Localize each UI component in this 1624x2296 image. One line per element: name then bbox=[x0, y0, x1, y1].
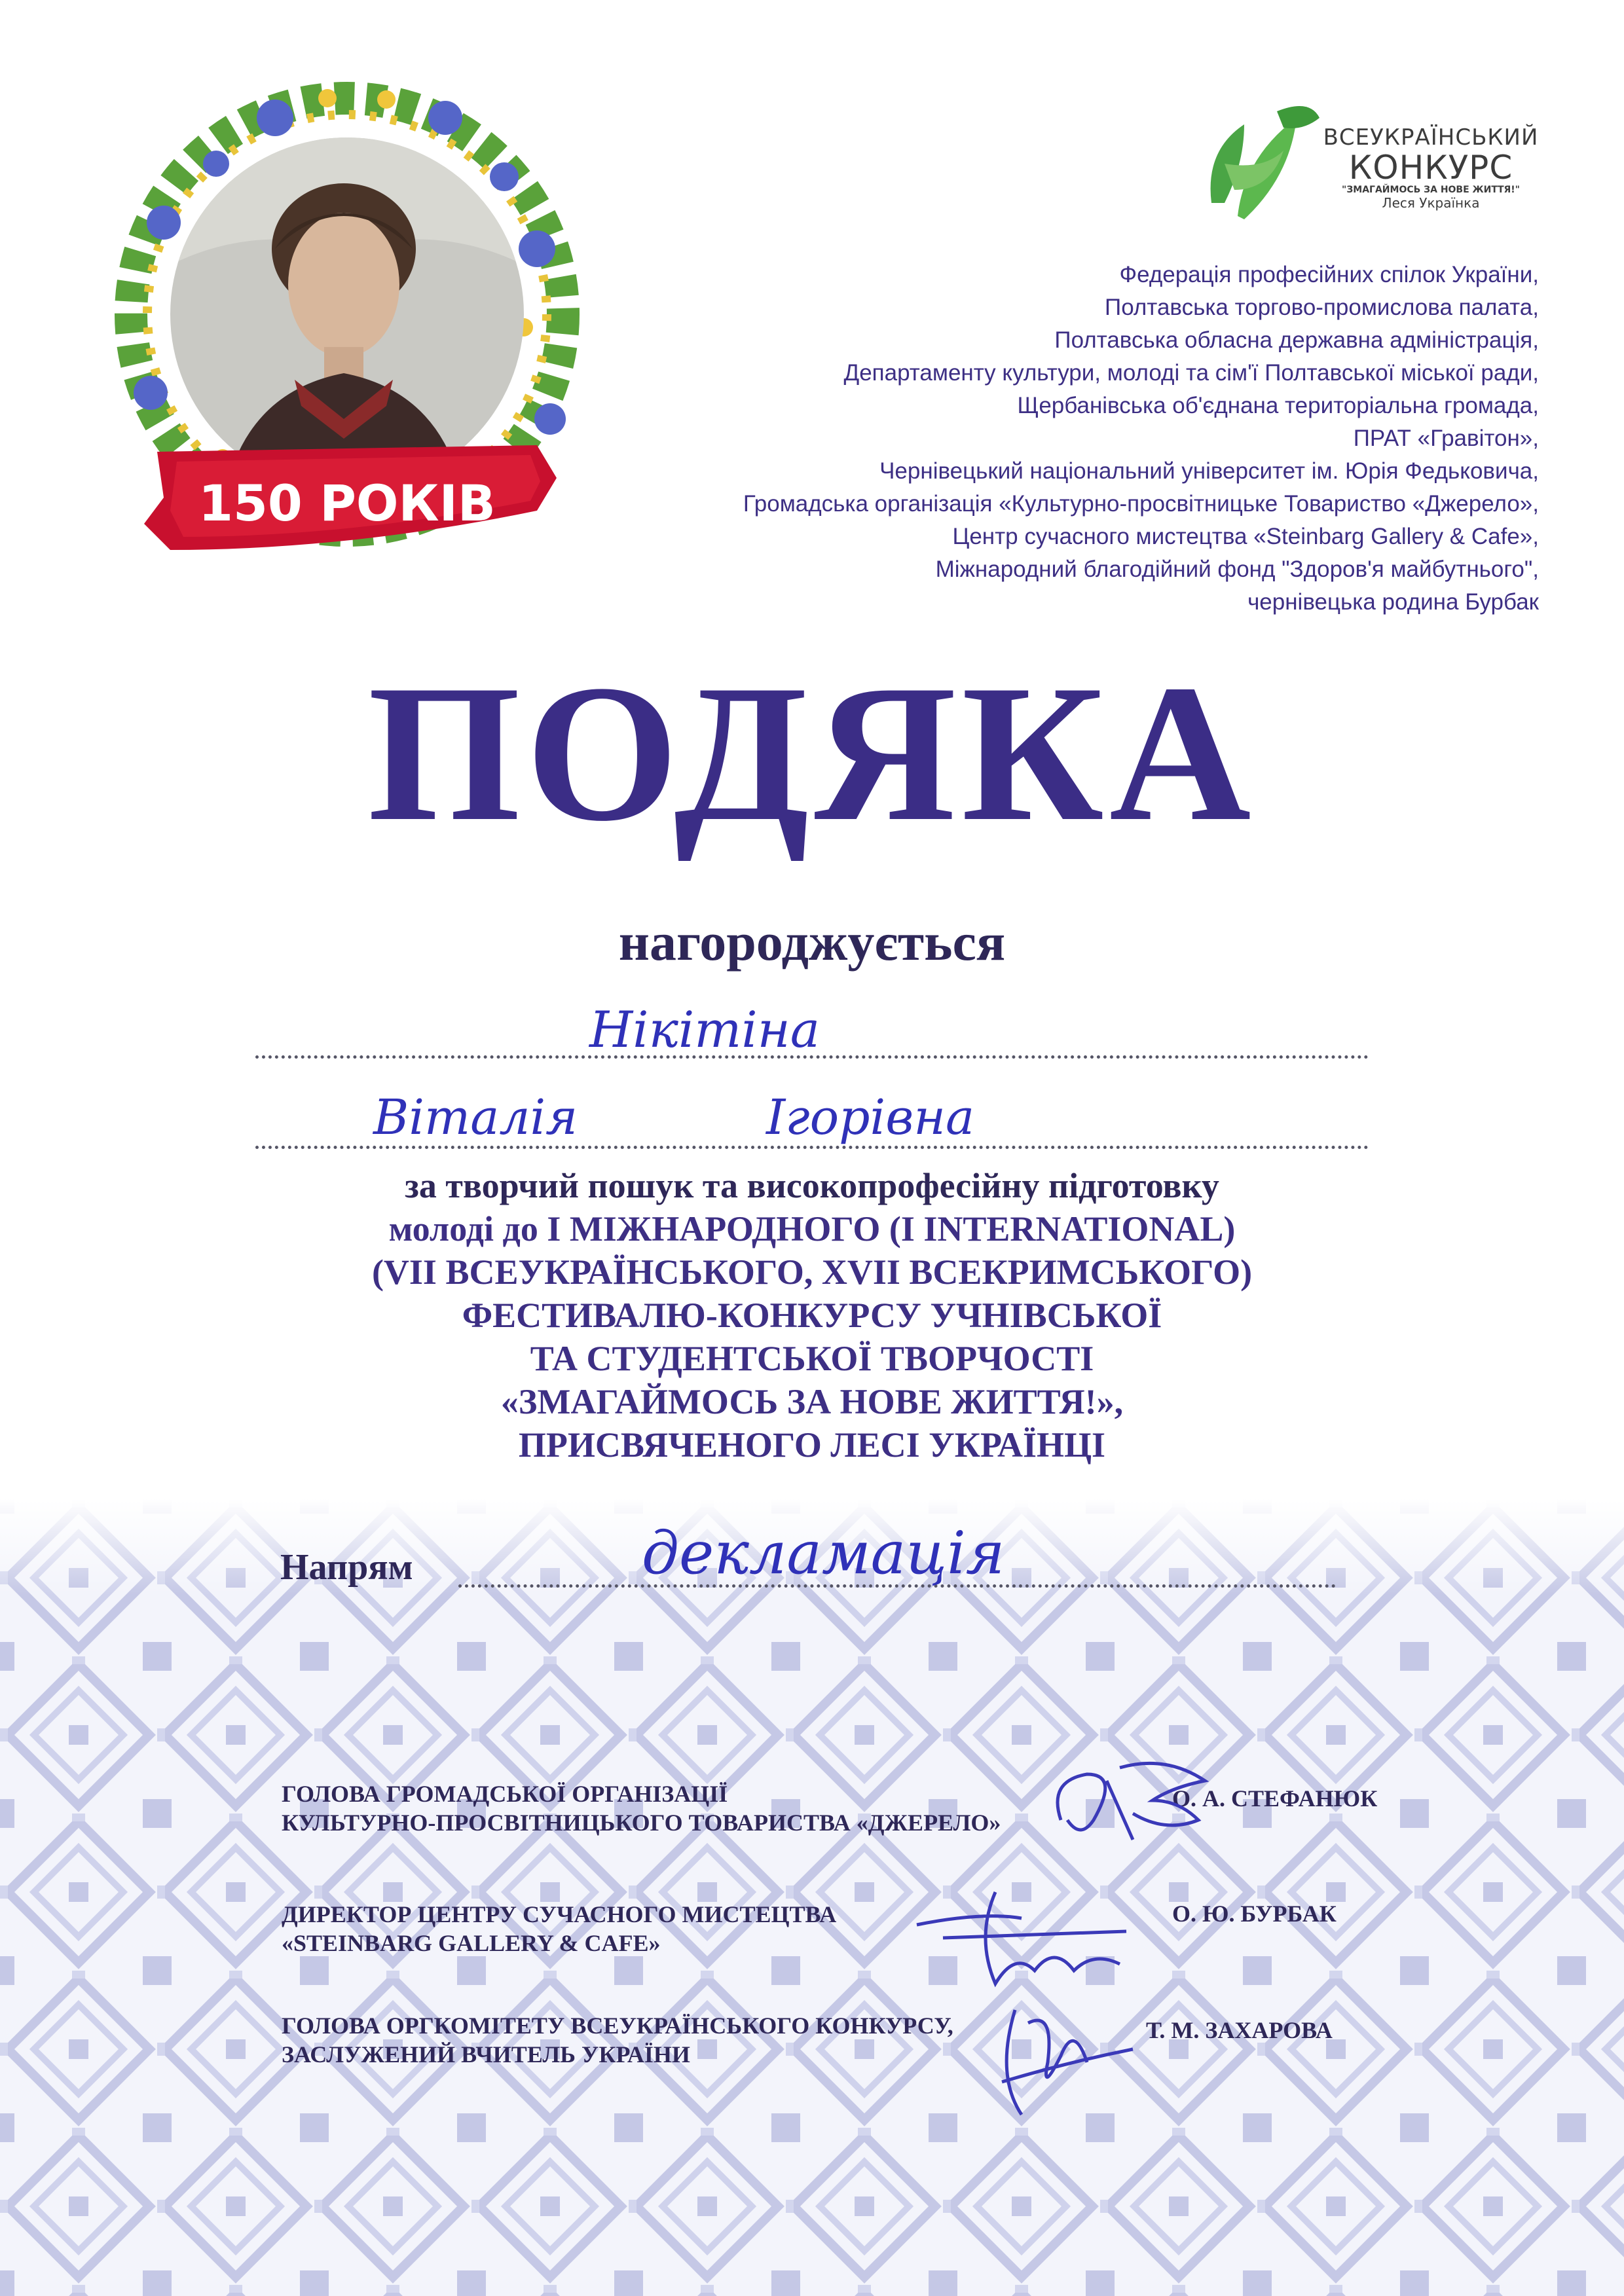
recipient-line-1 bbox=[255, 1055, 1369, 1059]
leaf-profile-icon bbox=[1198, 92, 1323, 236]
signatory-title-line: КУЛЬТУРНО-ПРОСВІТНИЦЬКОГО ТОВАРИСТВА «ДЖЕРЕЛО» bbox=[282, 1810, 1001, 1836]
embroidery-ornament-background bbox=[0, 1499, 1624, 2296]
signatory-3-name: Т. М. ЗАХАРОВА bbox=[1146, 2017, 1333, 2043]
logo-line-4: Леся Українка bbox=[1382, 195, 1480, 211]
signatory-title-line: ГОЛОВА ГРОМАДСЬКОЇ ОРГАНІЗАЦІЇ bbox=[282, 1781, 728, 1807]
recipient-surname: Нікітіна bbox=[589, 1000, 821, 1059]
direction-value: декламація bbox=[642, 1519, 1005, 1588]
signatory-1-name: О. А. СТЕФАНЮК bbox=[1172, 1785, 1378, 1812]
organizer-line: Центр сучасного мистецтва «Steinbarg Gallery & Cafe», bbox=[952, 524, 1539, 549]
organizers-list bbox=[576, 259, 1539, 619]
awarded-label: нагороджується bbox=[618, 912, 1006, 972]
logo-line-3: "ЗМАГАЙМОСЬ ЗА НОВЕ ЖИТТЯ!" bbox=[1342, 185, 1520, 195]
portrait-medallion bbox=[79, 52, 616, 596]
certificate-title: ПОДЯКА bbox=[367, 644, 1257, 862]
recipient-line-2 bbox=[255, 1146, 1369, 1149]
organizer-line: ПРАТ «Гравітон», bbox=[1353, 426, 1539, 451]
organizer-line: Щербанівська об'єднана територіальна громада, bbox=[1017, 393, 1539, 418]
contest-logo bbox=[1198, 92, 1539, 236]
direction-label: Напрям bbox=[280, 1547, 413, 1588]
statement-line: ПРИСВЯЧЕНОГО ЛЕСІ УКРАЇНЦІ bbox=[518, 1425, 1106, 1465]
signatory-title-line: «STEINBARG GALLERY & CAFE» bbox=[282, 1930, 661, 1956]
logo-line-1: ВСЕУКРАЇНСЬКИЙ bbox=[1323, 124, 1539, 151]
organizer-line: Федерація професійних спілок України, bbox=[1119, 262, 1539, 287]
award-statement bbox=[157, 1164, 1467, 1467]
signatory-title-line: ГОЛОВА ОРГКОМІТЕТУ ВСЕУКРАЇНСЬКОГО КОНКУРСУ, bbox=[282, 2013, 953, 2039]
signature-3 bbox=[976, 1984, 1146, 2134]
ribbon-banner bbox=[144, 445, 557, 550]
statement-line: «ЗМАГАЙМОСЬ ЗА НОВЕ ЖИТТЯ!», bbox=[500, 1382, 1124, 1421]
signatory-2-title bbox=[282, 1900, 836, 1958]
ribbon-label: 150 РОКІВ bbox=[198, 474, 496, 532]
statement-line: ФЕСТИВАЛЮ-КОНКУРСУ УЧНІВСЬКОЇ bbox=[462, 1296, 1162, 1335]
signature-1 bbox=[1035, 1741, 1231, 1866]
signatory-1-title bbox=[282, 1779, 1001, 1837]
statement-line: за творчий пошук та високопрофесійну підготовку bbox=[405, 1166, 1219, 1205]
recipient-patronymic: Ігорівна bbox=[766, 1089, 975, 1146]
logo-text bbox=[1323, 124, 1539, 211]
signatory-2-name: О. Ю. БУРБАК bbox=[1172, 1901, 1337, 1927]
organizer-line: Полтавська торгово-промислова палата, bbox=[1105, 295, 1539, 320]
organizer-line: Міжнародний благодійний фонд "Здоров'я майбутнього", bbox=[935, 556, 1539, 582]
logo-line-2: КОНКУРС bbox=[1348, 149, 1513, 187]
signatory-title-line: ДИРЕКТОР ЦЕНТРУ СУЧАСНОГО МИСТЕЦТВА bbox=[282, 1901, 837, 1927]
signatory-3-title bbox=[282, 2011, 953, 2069]
signatory-title-line: ЗАСЛУЖЕНИЙ ВЧИТЕЛЬ УКРАЇНИ bbox=[282, 2041, 690, 2068]
organizer-line: Чернівецький національний університет ім. Юрія Федьковича, bbox=[879, 458, 1539, 484]
organizer-line: Полтавська обласна державна адміністрація, bbox=[1054, 327, 1539, 353]
recipient-first-name: Віталія bbox=[373, 1089, 578, 1146]
statement-line: (VII ВСЕУКРАЇНСЬКОГО, XVII ВСЕКРИМСЬКОГО) bbox=[371, 1252, 1253, 1292]
organizer-line: чернівецька родина Бурбак bbox=[1247, 589, 1539, 615]
organizer-line: Департаменту культури, молоді та сім'ї Полтавської міської ради, bbox=[843, 360, 1539, 386]
statement-line: ТА СТУДЕНТСЬКОЇ ТВОРЧОСТІ bbox=[530, 1339, 1094, 1378]
statement-line: молоді до І МІЖНАРОДНОГО (I INTERNATIONAL) bbox=[388, 1209, 1236, 1248]
organizer-line: Громадська організація «Культурно-просвітницьке Товариство «Джерело», bbox=[743, 491, 1539, 517]
